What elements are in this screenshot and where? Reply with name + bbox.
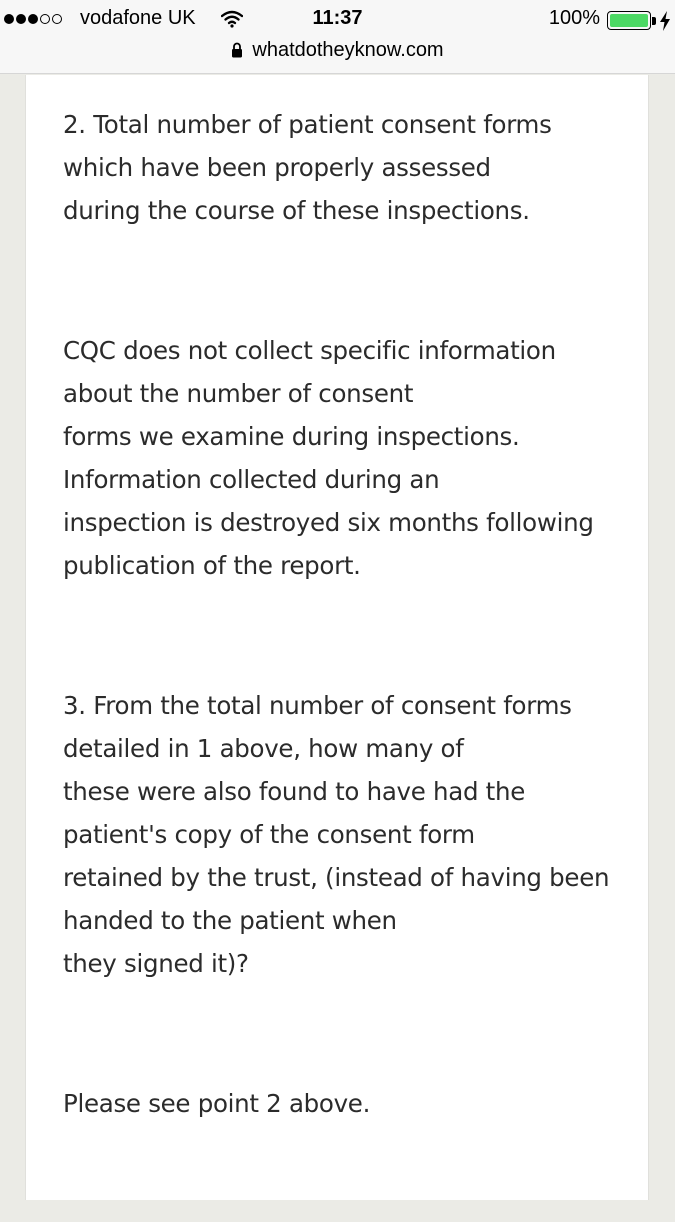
url-text[interactable]: whatdotheyknow.com	[252, 38, 444, 61]
carrier-name: vodafone UK	[80, 7, 196, 29]
status-bar	[0, 0, 675, 74]
text-line: inspection is destroyed six months following	[63, 508, 594, 537]
text-line: these were also found to have had the	[63, 777, 525, 806]
battery-tip	[652, 17, 656, 25]
text-line: they signed it)?	[63, 949, 249, 978]
text-line: forms we examine during inspections.	[63, 422, 520, 451]
text-line: 2. Total number of patient consent forms	[63, 110, 552, 139]
text-line: handed to the patient when	[63, 906, 397, 935]
text-line: during the course of these inspections.	[63, 196, 530, 225]
page-body	[25, 75, 649, 1200]
battery-icon	[607, 11, 651, 30]
text-line: which have been properly assessed	[63, 153, 491, 182]
text-line: 3. From the total number of consent forms	[63, 691, 572, 720]
document-content	[63, 103, 643, 1222]
text-line: retained by the trust, (instead of having been	[63, 863, 610, 892]
lock-icon	[231, 42, 243, 58]
paragraph-question-2	[63, 103, 643, 232]
text-line: Please see point 2 above.	[63, 1089, 371, 1118]
text-line: about the number of consent	[63, 379, 414, 408]
charging-bolt-icon	[659, 11, 671, 31]
battery-level	[610, 14, 648, 27]
battery-percent: 100%	[548, 7, 600, 29]
text-line: Information collected during an	[63, 465, 440, 494]
paragraph-question-3	[63, 684, 643, 985]
text-line: detailed in 1 above, how many of	[63, 734, 464, 763]
paragraph-answer-2	[63, 329, 643, 587]
text-line: CQC does not collect specific information	[63, 336, 556, 365]
status-row	[0, 6, 675, 34]
paragraph-answer-3	[63, 1082, 643, 1125]
text-line: publication of the report.	[63, 551, 361, 580]
text-line: patient's copy of the consent form	[63, 820, 475, 849]
address-bar[interactable]	[0, 36, 675, 64]
clock: 11:37	[312, 7, 363, 29]
